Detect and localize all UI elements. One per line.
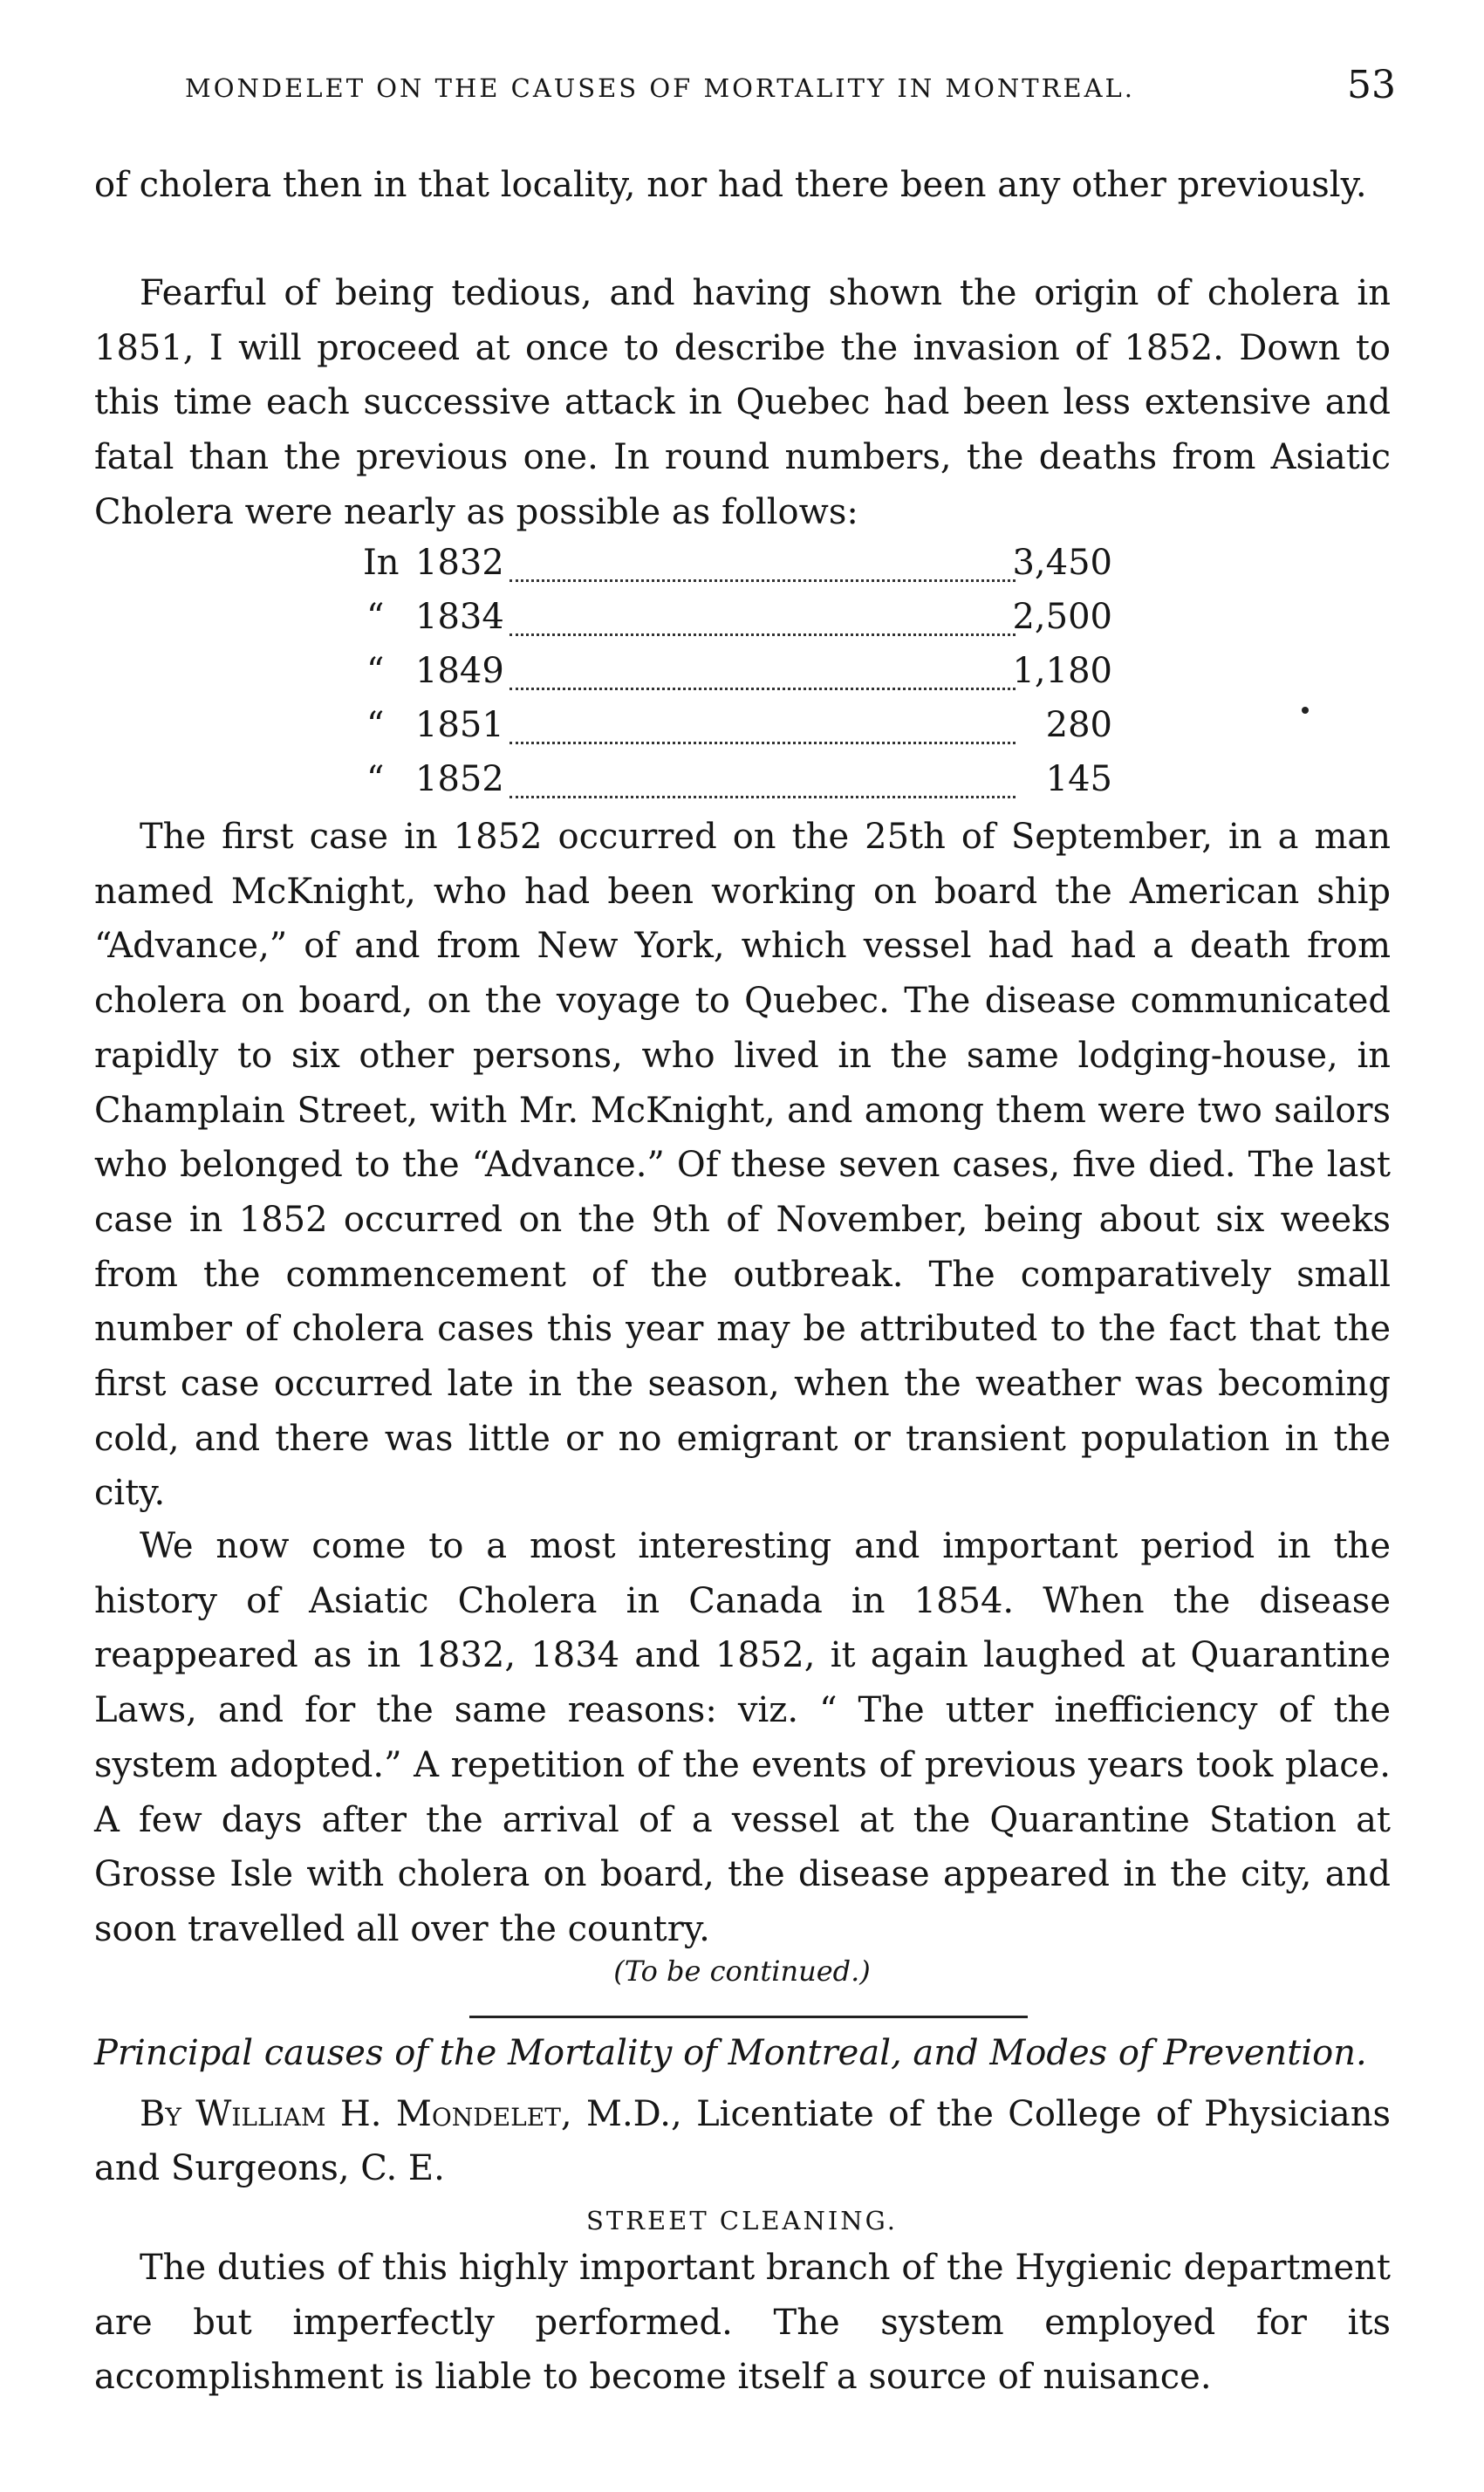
row-deaths: 1,180 xyxy=(1012,651,1112,691)
row-deaths: 280 xyxy=(1045,705,1112,745)
leader-dots xyxy=(509,543,1016,582)
row-prefix: “ xyxy=(366,759,385,799)
row-deaths: 3,450 xyxy=(1012,543,1112,583)
table-row xyxy=(0,705,1484,759)
byline-credentials: M.D., Licentiate of the College of Physicians and Surgeons, C. E. xyxy=(94,2094,1391,2188)
table-row xyxy=(0,597,1484,651)
leader-dots xyxy=(509,759,1016,798)
section-rule xyxy=(469,2016,1028,2018)
table-row xyxy=(0,759,1484,813)
row-deaths: 145 xyxy=(1045,759,1112,799)
running-title: MONDELET ON THE CAUSES OF MORTALITY IN MONTREAL. xyxy=(185,73,1136,103)
table-row xyxy=(0,543,1484,597)
page-number: 53 xyxy=(1347,63,1396,107)
stray-mark xyxy=(1302,707,1309,714)
row-prefix: “ xyxy=(366,705,385,745)
paragraph-first-case xyxy=(94,810,1391,1521)
row-prefix: “ xyxy=(366,597,385,637)
row-year: 1852 xyxy=(415,759,504,799)
paragraph-text: Fearful of being tedious, and having shown the origin of cholera in 1851, I will proceed at once to describe the invasion of 1852. Down to this time each successive attack in Quebec had been less extensive and fatal than the previous one. In round numbers, the deaths from Asiatic Cholera were nearly as possible as follows: xyxy=(94,273,1391,532)
leader-dots xyxy=(509,651,1016,690)
continued-note: (To be continued.) xyxy=(613,1955,871,1988)
paragraph-text: The first case in 1852 occurred on the 25th of September, in a man named McKnight, who had been working on board the American ship “Advance,” of and from New York, which vessel had had a death from cholera on board, on the voyage to Quebec. The disease communicated rapidly to six other persons, who lived in the same lodging-house, in Champlain Street, with Mr. McKnight, and among them were two sailors who belonged to the “Advance.” Of these seven cases, five died. The last case in 1852 occurred on the 9th of November, being about six weeks from the commencement of the outbreak. The comparatively small number of cholera cases this year may be attributed to the fact that the first case occurred late in the season, when the weather was becoming cold, and there was little or no emigrant or transient population in the city. xyxy=(94,817,1391,1514)
byline-author: By William H. Mondelet, xyxy=(140,2094,572,2134)
article-title: Principal causes of the Mortality of Montreal, and Modes of Prevention. xyxy=(94,2033,1367,2073)
row-year: 1851 xyxy=(415,705,504,745)
paragraph-street-cleaning xyxy=(94,2241,1391,2405)
table-row xyxy=(0,651,1484,705)
leader-dots xyxy=(509,597,1016,636)
leader-dots xyxy=(509,705,1016,744)
row-deaths: 2,500 xyxy=(1012,597,1112,637)
paragraph-opening xyxy=(94,158,1391,213)
article-byline xyxy=(94,2087,1391,2195)
row-year: 1834 xyxy=(415,597,504,637)
row-year: 1849 xyxy=(415,651,504,691)
paragraph-text: The duties of this highly important branch of the Hygienic department are but imperfectly performed. The system employed for its accomplishment is liable to become itself a source of nuisance. xyxy=(94,2248,1391,2398)
row-prefix: “ xyxy=(366,651,385,691)
paragraph-1854 xyxy=(94,1519,1391,1957)
row-year: 1832 xyxy=(415,543,504,583)
section-heading: STREET CLEANING. xyxy=(585,2206,899,2235)
running-head xyxy=(96,63,1396,115)
paragraph-invasion-1852 xyxy=(94,266,1391,540)
row-prefix: In xyxy=(363,543,400,583)
paragraph-text: We now come to a most interesting and important period in the history of Asiatic Cholera in Canada in 1854. When the disease reappeared as in 1832, 1834 and 1852, it again laughed at Quarantine Laws, and for the same reasons: viz. “ The utter inefficiency of the system adopted.” A repetition of the events of previous years took place. A few days after the arrival of a vessel at the Quarantine Station at Grosse Isle with cholera on board, the disease appeared in the city, and soon travelled all over the country. xyxy=(94,1526,1391,1949)
paragraph-text: of cholera then in that locality, nor had there been any other previously. xyxy=(94,165,1367,205)
